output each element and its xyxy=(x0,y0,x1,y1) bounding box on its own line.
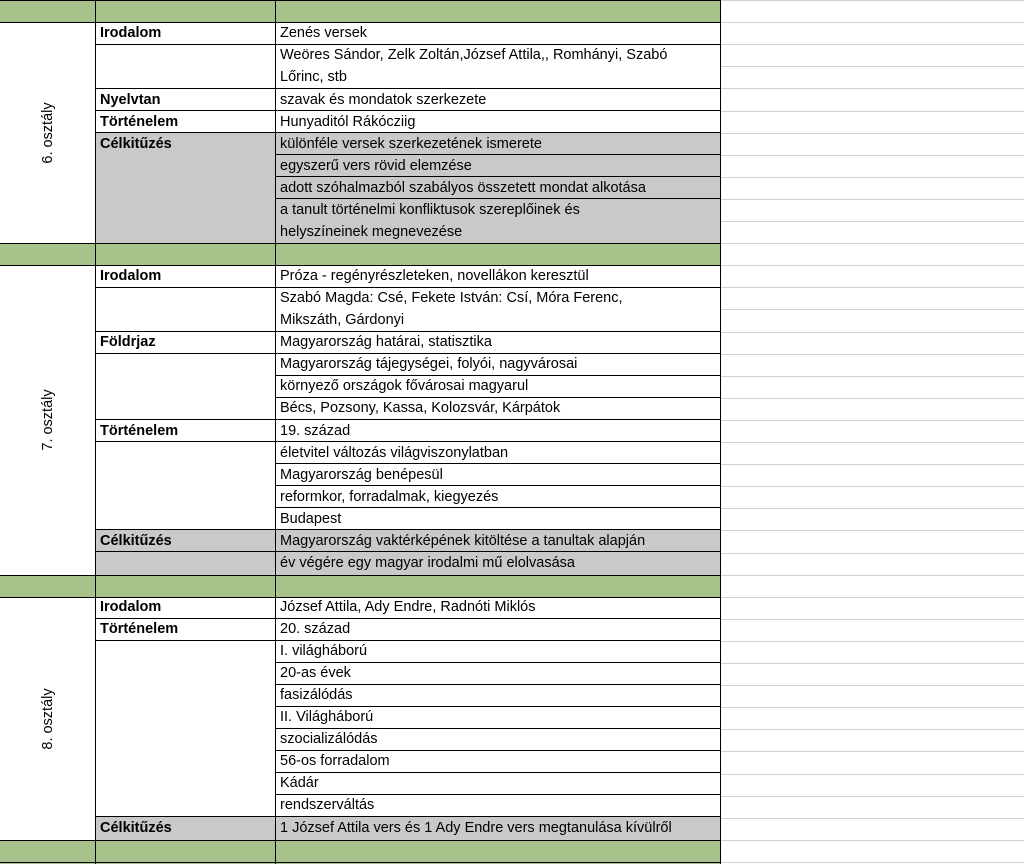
content-cell: Zenés versek xyxy=(280,25,368,41)
grid-line xyxy=(721,309,1024,310)
grid-line xyxy=(95,88,720,89)
grid-line xyxy=(95,287,720,288)
grid-line xyxy=(721,66,1024,67)
grid-line xyxy=(275,485,720,486)
subject-cell: Célkitűzés xyxy=(100,533,172,549)
grid-line xyxy=(721,597,1024,598)
grid-line xyxy=(721,862,1024,863)
grid-line xyxy=(721,398,1024,399)
grid-line xyxy=(721,619,1024,620)
grid-line xyxy=(721,442,1024,443)
grid-line xyxy=(275,375,720,376)
subject-cell: Célkitűzés xyxy=(100,820,172,836)
content-cell: év végére egy magyar irodalmi mű elolvasása xyxy=(280,555,575,571)
grid-line xyxy=(721,133,1024,134)
content-cell: I. világháború xyxy=(280,643,368,659)
grid-line xyxy=(721,707,1024,708)
grid-line xyxy=(95,110,720,111)
grid-line xyxy=(721,354,1024,355)
content-cell: rendszerváltás xyxy=(280,797,375,813)
content-cell: Mikszáth, Gárdonyi xyxy=(280,312,405,328)
grid-line xyxy=(721,332,1024,333)
grid-line xyxy=(721,22,1024,23)
grid-line xyxy=(721,376,1024,377)
subject-cell: Irodalom xyxy=(100,268,162,284)
grid-line xyxy=(720,0,721,864)
subject-cell: Célkitűzés xyxy=(100,136,172,152)
grid-line xyxy=(95,353,720,354)
content-cell: a tanult történelmi konfliktusok szereplőinek és xyxy=(280,202,580,218)
grid-line xyxy=(721,530,1024,531)
grid-line xyxy=(721,751,1024,752)
grid-line xyxy=(275,728,720,729)
grade-label-8: 8. osztály xyxy=(39,687,56,750)
grid-line xyxy=(721,177,1024,178)
grid-line xyxy=(275,794,720,795)
grid-line xyxy=(721,818,1024,819)
grid-line xyxy=(275,684,720,685)
grid-line xyxy=(721,243,1024,244)
content-cell: 56-os forradalom xyxy=(280,753,390,769)
subject-cell: Nyelvtan xyxy=(100,92,161,108)
grid-line xyxy=(721,221,1024,222)
content-cell: szocializálódás xyxy=(280,731,378,747)
grid-line xyxy=(275,397,720,398)
content-cell: 20. század xyxy=(280,621,351,637)
grid-line xyxy=(95,132,720,133)
content-cell: adott szóhalmazból szabályos összetett mondat alkotása xyxy=(280,180,646,196)
grid-line xyxy=(721,553,1024,554)
grid-line xyxy=(0,22,720,23)
separator-row xyxy=(0,0,720,22)
subject-cell: Irodalom xyxy=(100,599,162,615)
grid-line xyxy=(0,0,720,1)
content-cell: helyszíneinek megnevezése xyxy=(280,224,463,240)
content-cell: József Attila, Ady Endre, Radnóti Miklós xyxy=(280,599,536,615)
separator-row xyxy=(0,840,720,864)
grade-label-7: 7. osztály xyxy=(39,389,56,451)
content-cell: Bécs, Pozsony, Kassa, Kolozsvár, Kárpátok xyxy=(280,400,561,416)
grid-line xyxy=(721,287,1024,288)
grid-line xyxy=(721,840,1024,841)
grid-line xyxy=(275,463,720,464)
content-cell: fasizálódás xyxy=(280,687,353,703)
grid-line xyxy=(721,508,1024,509)
content-cell: Budapest xyxy=(280,511,342,527)
grid-line xyxy=(95,0,96,864)
grid-line xyxy=(0,243,720,244)
grid-line xyxy=(275,198,720,199)
content-cell: 19. század xyxy=(280,423,351,439)
grid-line xyxy=(95,44,720,45)
subject-cell: Történelem xyxy=(100,621,179,637)
grid-line xyxy=(721,265,1024,266)
grid-line xyxy=(275,0,276,864)
grid-line xyxy=(721,199,1024,200)
content-cell: 1 József Attila vers és 1 Ady Endre vers megtanulása kívülről xyxy=(280,820,672,836)
content-cell: Magyarország vaktérképének kitöltése a tanultak alapján xyxy=(280,533,646,549)
grid-line xyxy=(721,685,1024,686)
content-cell: Weöres Sándor, Zelk Zoltán,József Attila,, Romhányi, Szabó xyxy=(280,47,668,63)
grid-line xyxy=(275,772,720,773)
grid-line xyxy=(275,507,720,508)
content-cell: Lőrinc, stb xyxy=(280,69,347,85)
grid-line xyxy=(0,840,720,841)
content-cell: környező országok fővárosai magyarul xyxy=(280,378,529,394)
separator-row xyxy=(0,575,720,597)
grid-line xyxy=(721,486,1024,487)
subject-cell: Irodalom xyxy=(100,25,162,41)
subject-cell: Történelem xyxy=(100,423,179,439)
grid-line xyxy=(95,529,720,530)
grid-line xyxy=(95,640,720,641)
content-cell: Próza - regényrészleteken, novellákon keresztül xyxy=(280,268,589,284)
subject-cell: Földrjaz xyxy=(100,334,156,350)
grid-line xyxy=(95,441,720,442)
content-cell: II. Világháború xyxy=(280,709,374,725)
content-cell: reformkor, forradalmak, kiegyezés xyxy=(280,489,499,505)
content-cell: életvitel változás világviszonylatban xyxy=(280,445,509,461)
grade-label-6: 6. osztály xyxy=(39,101,56,164)
grid-line xyxy=(275,176,720,177)
grid-line xyxy=(721,575,1024,576)
grid-line xyxy=(0,265,720,266)
grid-line xyxy=(721,111,1024,112)
content-cell: különféle versek szerkezetének ismerete xyxy=(280,136,542,152)
grid-line xyxy=(275,662,720,663)
grid-line xyxy=(275,706,720,707)
grid-line xyxy=(95,331,720,332)
grid-line xyxy=(95,419,720,420)
grid-line xyxy=(721,44,1024,45)
grid-line xyxy=(721,641,1024,642)
content-cell: Szabó Magda: Csé, Fekete István: Csí, Móra Ferenc, xyxy=(280,290,623,306)
content-cell: Magyarország tájegységei, folyói, nagyvárosai xyxy=(280,356,578,372)
grid-line xyxy=(721,796,1024,797)
content-cell: Magyarország benépesül xyxy=(280,467,443,483)
content-cell: egyszerű vers rövid elemzése xyxy=(280,158,472,174)
grid-line xyxy=(721,774,1024,775)
grid-line xyxy=(721,155,1024,156)
grid-line xyxy=(721,88,1024,89)
grid-line xyxy=(95,618,720,619)
grid-line xyxy=(0,575,720,576)
content-cell: Magyarország határai, statisztika xyxy=(280,334,492,350)
content-cell: Kádár xyxy=(280,775,319,791)
grid-line xyxy=(721,0,1024,1)
separator-row xyxy=(0,243,720,265)
grid-line xyxy=(721,420,1024,421)
grid-line xyxy=(721,464,1024,465)
subject-cell: Történelem xyxy=(100,114,179,130)
grid-line xyxy=(95,551,720,552)
grid-line xyxy=(0,862,720,863)
grid-line xyxy=(721,729,1024,730)
content-cell: Hunyaditól Rákócziig xyxy=(280,114,416,130)
content-cell: szavak és mondatok szerkezete xyxy=(280,92,487,108)
grid-line xyxy=(721,663,1024,664)
grid-line xyxy=(275,154,720,155)
grid-line xyxy=(95,816,720,817)
content-cell: 20-as évek xyxy=(280,665,351,681)
grid-line xyxy=(0,597,720,598)
grid-line xyxy=(275,750,720,751)
